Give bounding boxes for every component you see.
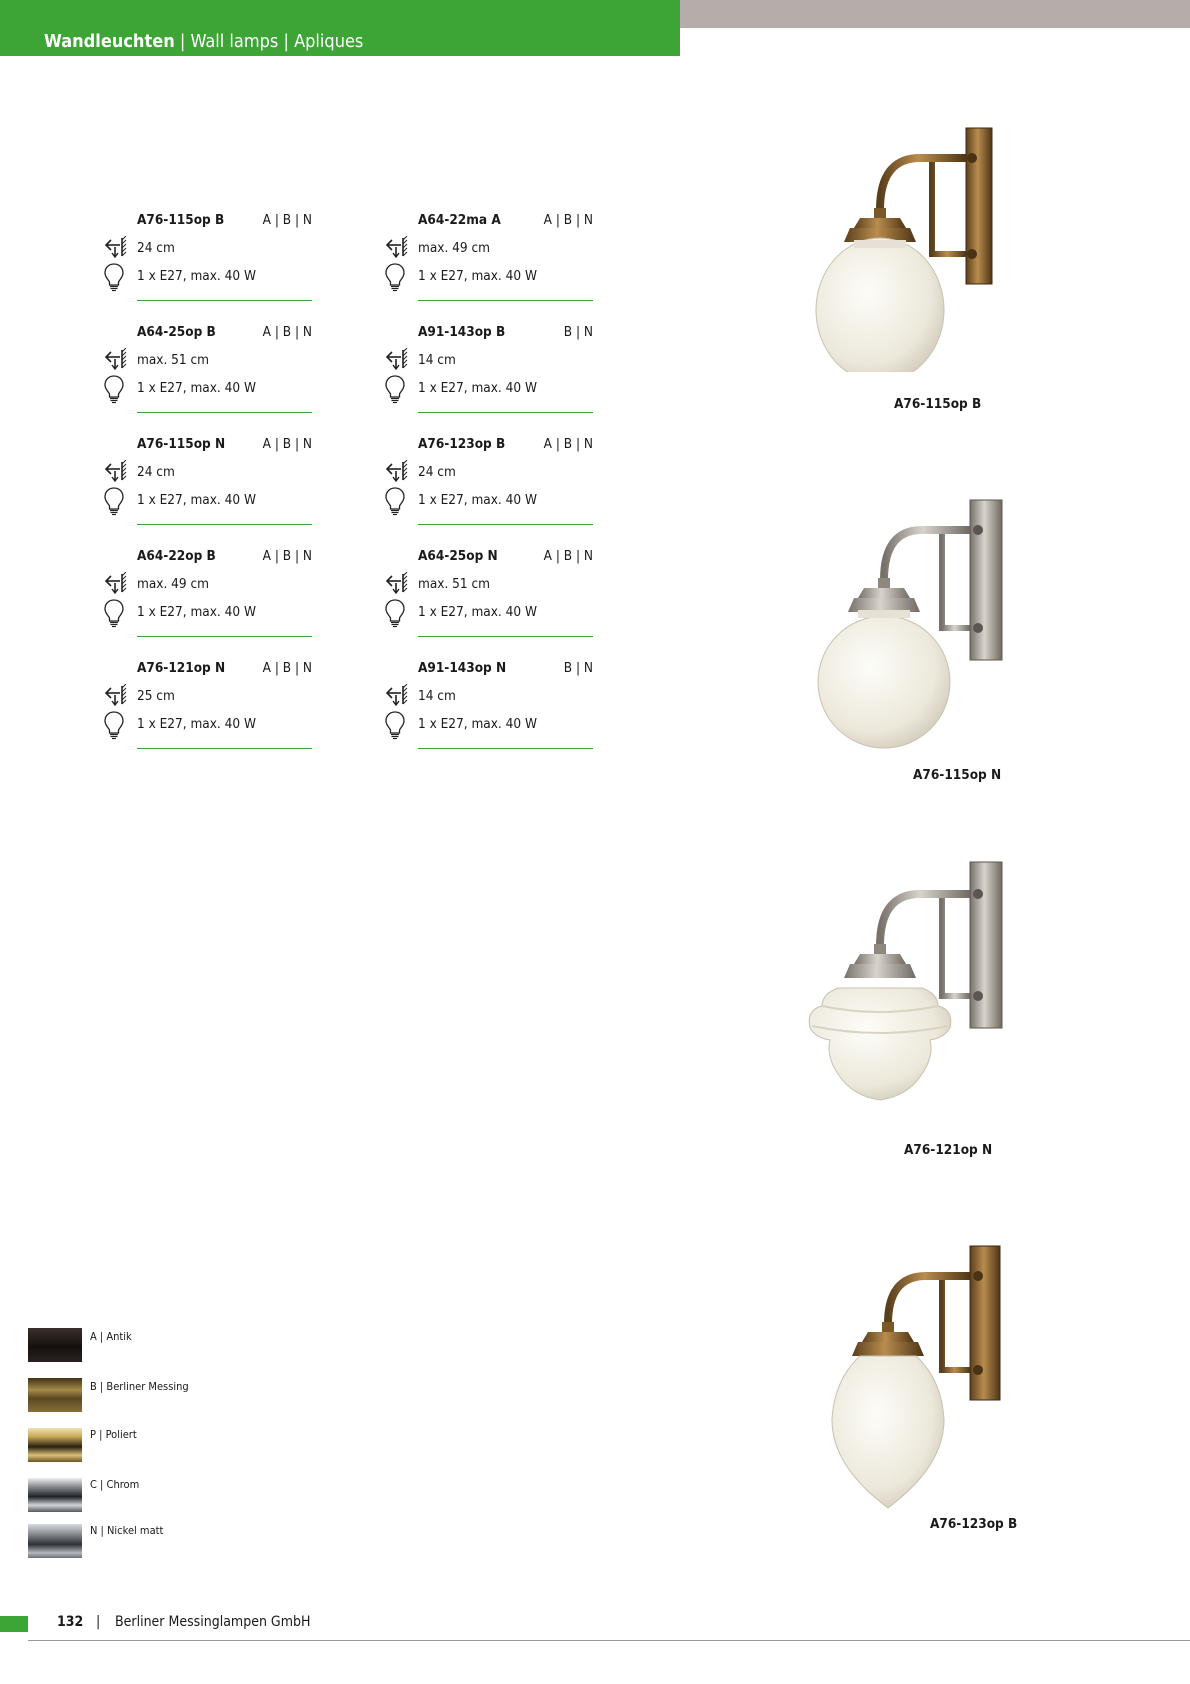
projection-arrow-icon — [103, 572, 127, 594]
finish-label: N | Nickel matt — [90, 1524, 164, 1537]
product-finishes: A | B | N — [262, 548, 312, 564]
product-spec — [137, 212, 312, 324]
light-bulb-icon — [384, 374, 406, 404]
light-bulb-icon — [103, 262, 125, 292]
product-bulb: 1 x E27, max. 40 W — [137, 716, 256, 732]
wall-lamp-brass-globe-icon — [800, 122, 1010, 372]
projection-arrow-icon — [384, 460, 408, 482]
projection-arrow-icon — [384, 572, 408, 594]
projection-arrow-icon — [103, 348, 127, 370]
product-spec — [418, 212, 593, 324]
divider — [137, 636, 312, 637]
product-size: 24 cm — [418, 464, 456, 480]
product-finishes: B | N — [563, 324, 593, 340]
divider — [137, 748, 312, 749]
divider — [418, 412, 593, 413]
product-size: 14 cm — [418, 352, 456, 368]
lamp-caption: A76-123op B — [930, 1516, 1018, 1532]
light-bulb-icon — [384, 486, 406, 516]
wall-lamp-nickel-stepped-shade-icon — [798, 860, 1018, 1122]
light-bulb-icon — [384, 710, 406, 740]
product-code: A64-22op B — [137, 548, 216, 564]
product-bulb: 1 x E27, max. 40 W — [418, 492, 537, 508]
product-spec — [137, 436, 312, 548]
product-size: max. 51 cm — [418, 576, 490, 592]
finish-swatch-chrom — [28, 1478, 82, 1512]
product-spec — [418, 548, 593, 660]
finish-swatch-berliner-messing — [28, 1378, 82, 1412]
product-code: A76-115op N — [137, 436, 226, 452]
product-finishes: A | B | N — [262, 436, 312, 452]
light-bulb-icon — [384, 262, 406, 292]
product-bulb: 1 x E27, max. 40 W — [137, 492, 256, 508]
divider — [418, 524, 593, 525]
divider — [418, 748, 593, 749]
finish-label: B | Berliner Messing — [90, 1380, 189, 1393]
product-spec — [137, 548, 312, 660]
footer-rule — [28, 1640, 1190, 1641]
product-finishes: A | B | N — [543, 212, 593, 228]
product-bulb: 1 x E27, max. 40 W — [137, 380, 256, 396]
finish-label: C | Chrom — [90, 1478, 140, 1491]
product-size: 25 cm — [137, 688, 175, 704]
product-bulb: 1 x E27, max. 40 W — [137, 604, 256, 620]
divider — [418, 636, 593, 637]
projection-arrow-icon — [103, 684, 127, 706]
product-size: max. 49 cm — [418, 240, 490, 256]
projection-arrow-icon — [384, 684, 408, 706]
divider — [137, 524, 312, 525]
lamp-caption: A76-115op B — [894, 396, 982, 412]
product-code: A64-25op N — [418, 548, 498, 564]
product-size: 24 cm — [137, 464, 175, 480]
divider — [418, 300, 593, 301]
page-title-bold: Wandleuchten — [44, 31, 175, 52]
finish-swatch-poliert — [28, 1428, 82, 1462]
projection-arrow-icon — [103, 460, 127, 482]
wall-lamp-brass-acorn-shade-icon — [818, 1244, 1018, 1514]
product-bulb: 1 x E27, max. 40 W — [418, 268, 537, 284]
lamp-caption: A76-115op N — [913, 767, 1002, 783]
product-spec — [418, 660, 593, 772]
product-size: 14 cm — [418, 688, 456, 704]
divider — [137, 412, 312, 413]
product-bulb: 1 x E27, max. 40 W — [137, 268, 256, 284]
projection-arrow-icon — [384, 236, 408, 258]
divider — [137, 300, 312, 301]
finish-swatch-antik — [28, 1328, 82, 1362]
product-finishes: A | B | N — [262, 660, 312, 676]
projection-arrow-icon — [384, 348, 408, 370]
product-code: A64-25op B — [137, 324, 216, 340]
product-spec — [137, 324, 312, 436]
light-bulb-icon — [384, 598, 406, 628]
product-size: 24 cm — [137, 240, 175, 256]
product-spec — [137, 660, 312, 772]
product-spec — [418, 324, 593, 436]
light-bulb-icon — [103, 710, 125, 740]
finish-swatch-nickel-matt — [28, 1524, 82, 1558]
wall-lamp-nickel-globe-icon — [808, 498, 1018, 750]
product-code: A76-123op B — [418, 436, 506, 452]
product-code: A76-115op B — [137, 212, 225, 228]
page-number: 132 — [57, 1614, 84, 1630]
product-bulb: 1 x E27, max. 40 W — [418, 716, 537, 732]
product-size: max. 49 cm — [137, 576, 209, 592]
light-bulb-icon — [103, 598, 125, 628]
product-finishes: A | B | N — [543, 436, 593, 452]
product-finishes: A | B | N — [262, 324, 312, 340]
page-title — [44, 31, 363, 52]
product-finishes: A | B | N — [543, 548, 593, 564]
light-bulb-icon — [103, 486, 125, 516]
product-code: A76-121op N — [137, 660, 226, 676]
product-code: A91-143op N — [418, 660, 507, 676]
product-code: A64-22ma A — [418, 212, 501, 228]
product-size: max. 51 cm — [137, 352, 209, 368]
company-name: Berliner Messinglampen GmbH — [115, 1614, 311, 1630]
finish-label: P | Poliert — [90, 1428, 137, 1441]
product-finishes: A | B | N — [262, 212, 312, 228]
header-accent-bar — [680, 0, 1190, 28]
product-finishes: B | N — [563, 660, 593, 676]
product-bulb: 1 x E27, max. 40 W — [418, 604, 537, 620]
product-spec — [418, 436, 593, 548]
product-code: A91-143op B — [418, 324, 506, 340]
page-title-rest: | Wall lamps | Apliques — [174, 31, 364, 52]
light-bulb-icon — [103, 374, 125, 404]
footer-separator: | — [96, 1614, 101, 1630]
finish-label: A | Antik — [90, 1330, 132, 1343]
footer-bar — [0, 1616, 28, 1632]
lamp-caption: A76-121op N — [904, 1142, 993, 1158]
product-bulb: 1 x E27, max. 40 W — [418, 380, 537, 396]
projection-arrow-icon — [103, 236, 127, 258]
